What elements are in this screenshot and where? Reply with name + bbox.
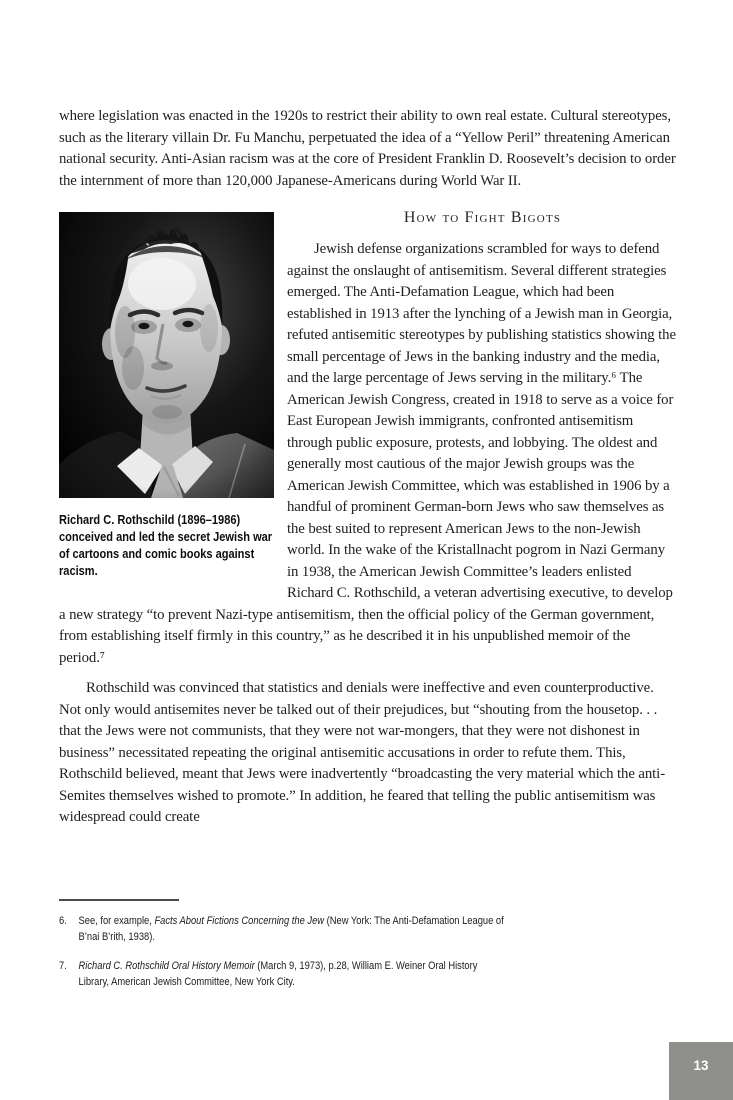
footnote-6 — [59, 914, 510, 945]
section-how-to-fight-bigots — [59, 209, 678, 829]
page-content — [59, 106, 678, 829]
footnote-7 — [59, 959, 510, 990]
portrait-photo — [59, 212, 274, 498]
section-heading: How to Fight Bigots — [403, 209, 562, 226]
photo-caption: Richard C. Rothschild (1896–1986) conceived and led the secret Jewish war of cartoons and comic books against racism. — [59, 512, 273, 578]
photo-block — [59, 212, 274, 579]
footnotes — [59, 899, 589, 1004]
page-number: 13 — [693, 1057, 709, 1073]
body-paragraph-2: Rothschild was convinced that statistics and denials were ineffective and even counterproductive. Not only would antisemites never be talked out of their prejudices, but “shouting from the housetop. . . that the Jews were not communists, that they were not war-mongers, that they were not dishonest in business” necessitated repeating the original antisemitic accusations in order to refute them. This, Rothschild believed, meant that Jews were inadvertently “broadcasting the very material which the anti-Semites themselves wished to promote.” In addition, he feared that telling the public antisemitism was widespread could create — [59, 680, 666, 825]
intro-paragraph: where legislation was enacted in the 1920s to restrict their ability to own real estate. Cultural stereotypes, such as the literary villain Dr. Fu Manchu, perpetuated the idea of a “Yellow Peril” threatening American national security. Anti-Asian racism was at the core of President Franklin D. Roosevelt’s decision to order the internment of more than 120,000 Japanese-Americans during World War II. — [59, 108, 676, 189]
footnote-text: Richard C. Rothschild Oral History Memoir (March 9, 1973), p.28, William E. Weiner Oral History Library, American Jewish Committee, New York City. — [78, 960, 478, 988]
footnote-divider — [59, 899, 179, 901]
footnote-number: 7. — [59, 960, 67, 972]
footnote-text: See, for example, Facts About Fictions Concerning the Jew (New York: The Anti-Defamation League of B’nai B’rith, 1938). — [78, 915, 504, 943]
footnote-number: 6. — [59, 915, 67, 927]
body-paragraph-1: Jewish defense organizations scrambled for ways to defend against the onslaught of antisemitism. Several different strategies emerged. The Anti-Defamation League, which had been established in 1913 after the lynching of a Jewish man in Georgia, refuted antisemitic stereotypes by publishing statistics showing the small percentage of Jews in the banking industry and the media, and the large percentage of Jews serving in the military.⁶ The American Jewish Congress, created in 1918 to serve as a voice for East European Jewish immigrants, confronted antisemitism through public exposure, protests, and lobbying. The oldest and generally most cautious of the major Jewish groups was the American Jewish Committee, which was established in 1906 by a handful of prominent German-born Jews who saw themselves as the best suited to represent American Jews to the non-Jewish world. In the wake of the Kristallnacht pogrom in Nazi Germany in 1938, the American Jewish Committee’s leaders enlisted Richard C. Rothschild, a veteran advertising executive, to develop a new strategy “to prevent Nazi-type antisemitism, then the official policy of the German government, from establishing itself firmly in this country,” as he described it in his unpublished memoir of the period.⁷ — [59, 241, 676, 666]
page-number-badge — [669, 1042, 733, 1100]
